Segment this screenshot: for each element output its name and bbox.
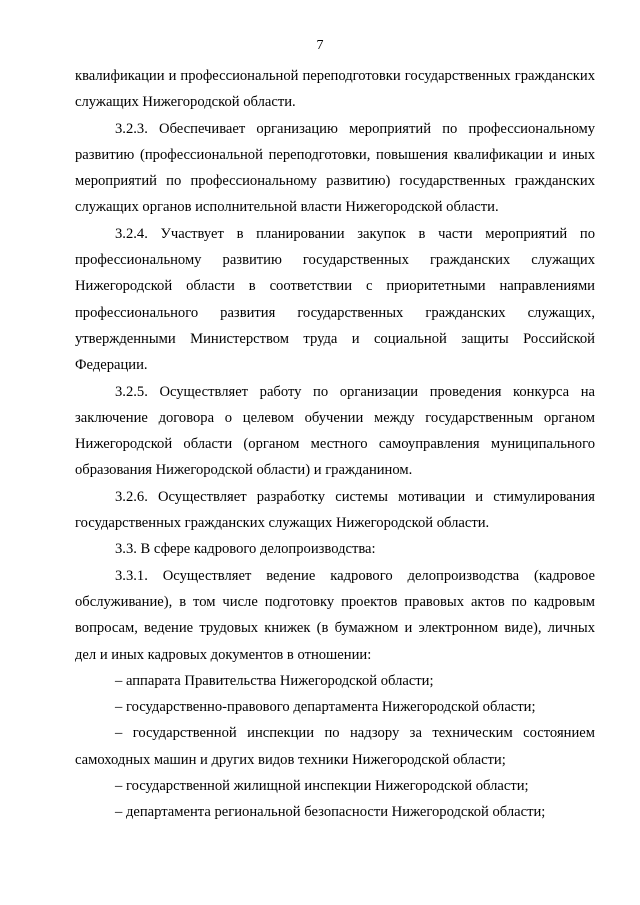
paragraph-3-2-5: 3.2.5. Осуществляет работу по организации проведения конкурса на заключение договора о целевом обучении между государственным органом Нижегородской области (органом местного самоуправления муниципального образования Нижегородской области) и гражданином. [75, 383, 595, 479]
paragraph-continuation: квалификации и профессиональной переподготовки государственных гражданских служащих Нижегородской области. [75, 68, 595, 111]
list-item: – департамента региональной безопасности Нижегородской области; [115, 804, 546, 821]
list-item: – государственной инспекции по надзору за техническим состоянием самоходных машин и других видов техники Нижегородской области; [75, 725, 595, 768]
document-body [75, 63, 595, 826]
page-number: 7 [316, 38, 324, 53]
list-item: – государственной жилищной инспекции Нижегородской области; [115, 778, 529, 795]
list-item: – государственно-правового департамента Нижегородской области; [115, 699, 536, 716]
paragraph-3-2-6: 3.2.6. Осуществляет разработку системы мотивации и стимулирования государственных гражданских служащих Нижегородской области. [75, 488, 595, 532]
paragraph-3-2-4: 3.2.4. Участвует в планировании закупок в части мероприятий по профессиональному развитию государственных гражданских служащих Нижегородской области в соответствии с приоритетными направлениями профессионального развития государственных гражданских служащих, утвержденными Министерством труда и социальной защиты Российской Федерации. [75, 225, 595, 374]
paragraph-3-3-1: 3.3.1. Осуществляет ведение кадрового делопроизводства (кадровое обслуживание), в том числе подготовку проектов правовых актов по кадровым вопросам, ведение трудовых книжек (в бумажном и электронном виде), личных дел и иных кадровых документов в отношении: [75, 567, 595, 663]
list-item: – аппарата Правительства Нижегородской области; [115, 672, 434, 689]
section-heading-3-3: 3.3. В сфере кадрового делопроизводства: [115, 541, 376, 558]
paragraph-3-2-3: 3.2.3. Обеспечивает организацию мероприятий по профессиональному развитию (профессиональной переподготовки, повышения квалификации и иных мероприятий по профессиональному развитию) государственных гражданских служащих органов исполнительной власти Нижегородской области. [75, 120, 595, 216]
